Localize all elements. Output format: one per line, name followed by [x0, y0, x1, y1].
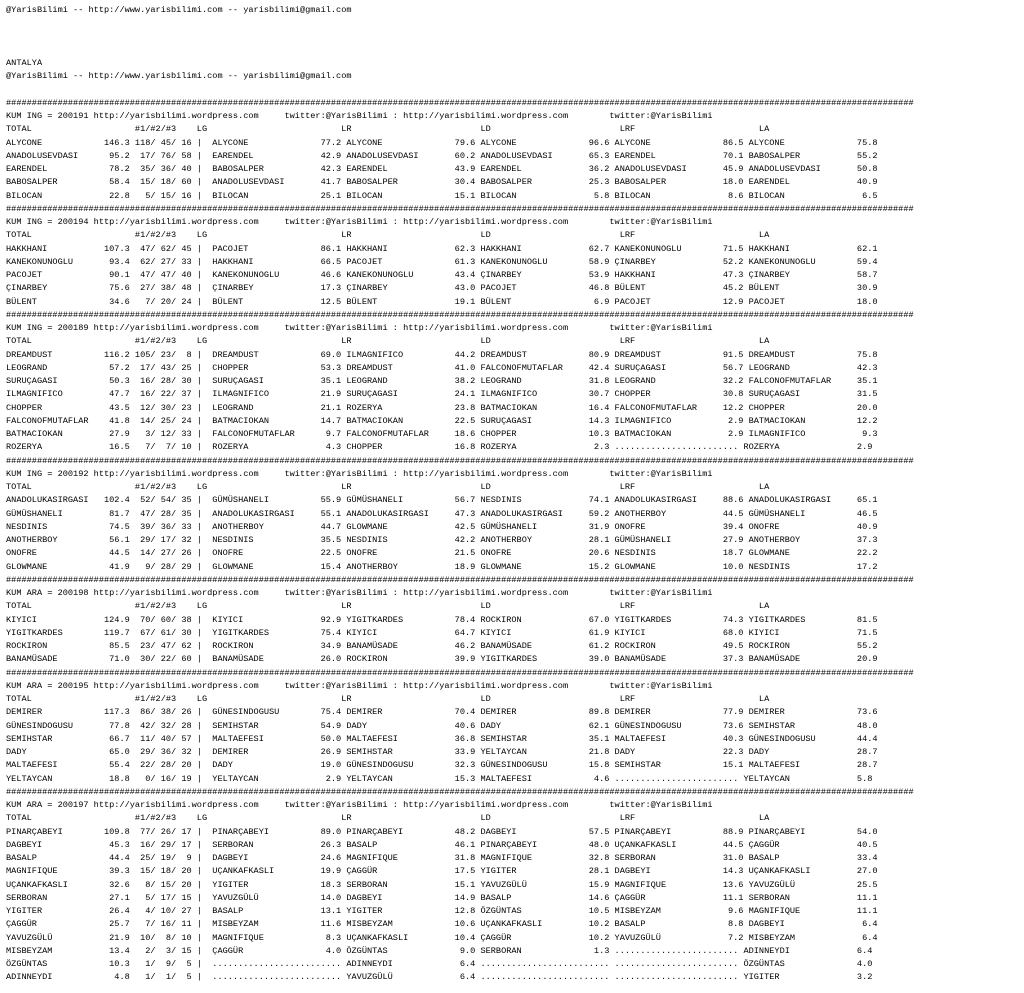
- column-header-line: TOTAL #1/#2/#3 LG LR LD LRF LA: [6, 482, 770, 492]
- horse-row: MALTAEFESI 55.4 22/ 28/ 20 | DADY 19.0 GÜNESINDOGUSU 32.3 GÜNESINDOGUSU 15.8 SEMIHSTAR 15.1 MALTAEFESI 28.7: [6, 760, 878, 771]
- separator-line: ################################################################################################################################################################################: [6, 309, 914, 320]
- horse-row: ANADOLUSEVDASI 95.2 17/ 76/ 58 | EARENDEL 42.9 ANADOLUSEVDASI 60.2 ANADOLUSEVDASI 65.3 EARENDEL 70.1 BABOSALPER 55.2: [6, 150, 878, 161]
- site-info-line: @YarisBilimi -- http://www.yarisbilimi.com -- yarisbilimi@gmail.com: [6, 71, 352, 82]
- text-line: [6, 44, 914, 57]
- horse-row: ILMAGNIFICO 47.7 16/ 22/ 37 | ILMAGNIFICO 21.9 SURUÇAGASI 24.1 ILMAGNIFICO 30.7 CHOPPER 30.8 SURUÇAGASI 31.5: [6, 389, 878, 400]
- text-line: [6, 31, 914, 44]
- horse-row: BILOCAN 22.8 5/ 15/ 16 | BILOCAN 25.1 BILOCAN 15.1 BILOCAN 5.8 BILOCAN 8.6 BILOCAN 6.5: [6, 190, 878, 201]
- horse-row: BÜLENT 34.6 7/ 20/ 24 | BÜLENT 12.5 BÜLENT 19.1 BÜLENT 6.9 PACOJET 12.9 PACOJET 18.0: [6, 296, 878, 307]
- race-header-line: KUM ING = 200189 http://yarisbilimi.wordpress.com twitter:@YarisBilimi : http://yarisbilimi.wordpress.com twitter:@YarisBilimi: [6, 323, 713, 333]
- horse-row: BABOSALPER 58.4 15/ 18/ 60 | ANADOLUSEVDASI 41.7 BABOSALPER 30.4 BABOSALPER 25.3 BABOSALPER 18.0 EARENDEL 40.9: [6, 177, 878, 188]
- horse-row: ROCKIRON 85.5 23/ 47/ 62 | ROCKIRON 34.9 BANAMÜSADE 46.2 BANAMÜSADE 61.2 ROCKIRON 49.5 ROCKIRON 55.2: [6, 641, 878, 651]
- horse-row: BATMACIOKAN 27.9 3/ 12/ 33 | FALCONOFMUTAFLAR 9.7 FALCONOFMUTAFLAR 18.6 CHOPPER 10.3 BATMACIOKAN 2.9 ILMAGNIFICO 9.3: [6, 429, 878, 439]
- horse-row: ÇINARBEY 75.6 27/ 38/ 48 | ÇINARBEY 17.3 ÇINARBEY 43.0 PACOJET 46.8 BÜLENT 45.2 BÜLENT 30.9: [6, 283, 878, 294]
- text-line: [6, 17, 914, 30]
- horse-row: HAKKHANI 107.3 47/ 62/ 45 | PACOJET 86.1 HAKKHANI 62.3 HAKKHANI 62.7 KANEKONUNOGLU 71.5 HAKKHANI 62.1: [6, 243, 878, 254]
- race-header-line: KUM ARA = 200195 http://yarisbilimi.wordpress.com twitter:@YarisBilimi : http://yarisbilimi.wordpress.com twitter:@YarisBilimi: [6, 680, 713, 691]
- horse-row: ROZERYA 16.5 7/ 7/ 10 | ROZERYA 4.3 CHOPPER 16.8 ROZERYA 2.3 ........................ ROZERYA 2.9: [6, 442, 873, 453]
- horse-row: GÜMÜSHANELI 81.7 47/ 28/ 35 | ANADOLUKASIRGASI 55.1 ANADOLUKASIRGASI 47.3 ANADOLUKASIRGASI 59.2 ANOTHERBOY 44.5 GÜMÜSHANELI 46.5: [6, 508, 878, 519]
- horse-row: MISBEYZAM 13.4 2/ 3/ 15 | ÇAGGÜR 4.0 ÖZGÜNTAS 9.0 SERBORAN 1.3 ........................ ADINNEYDI 6.4: [6, 945, 873, 956]
- column-header-line: TOTAL #1/#2/#3 LG LR LD LRF LA: [6, 694, 770, 704]
- horse-row: GLOWMANE 41.9 9/ 28/ 29 | GLOWMANE 15.4 ANOTHERBOY 18.9 GLOWMANE 15.2 GLOWMANE 10.0 NESDINIS 17.2: [6, 561, 878, 572]
- horse-row: BANAMÜSADE 71.0 30/ 22/ 60 | BANAMÜSADE 26.0 ROCKIRON 39.9 YIGITKARDES 39.0 BANAMÜSADE 37.3 BANAMÜSADE 20.9: [6, 654, 878, 665]
- race-header-line: KUM ING = 200194 http://yarisbilimi.wordpress.com twitter:@YarisBilimi : http://yarisbilimi.wordpress.com twitter:@YarisBilimi: [6, 217, 713, 227]
- race-header-line: KUM ARA = 200198 http://yarisbilimi.wordpress.com twitter:@YarisBilimi : http://yarisbilimi.wordpress.com twitter:@YarisBilimi: [6, 588, 713, 598]
- horse-row: DADY 65.0 29/ 36/ 32 | DEMIRER 26.9 SEMIHSTAR 33.9 YELTAYCAN 21.8 DADY 22.3 DADY 28.7: [6, 747, 878, 757]
- horse-row: DREAMDUST 116.2 105/ 23/ 8 | DREAMDUST 69.0 ILMAGNIFICO 44.2 DREAMDUST 80.9 DREAMDUST 91.5 DREAMDUST 75.8: [6, 349, 878, 360]
- horse-row: ÖZGÜNTAS 10.3 1/ 9/ 5 | ......................... ADINNEYDI 6.4 ......................... ........................ ÖZGÜNTAS 4.0: [6, 959, 873, 969]
- horse-row: SERBORAN 27.1 5/ 17/ 15 | YAVUZGÜLÜ 14.0 DAGBEYI 14.9 BASALP 14.6 ÇAGGÜR 11.1 SERBORAN 11.1: [6, 892, 878, 903]
- separator-line: ################################################################################################################################################################################: [6, 667, 914, 678]
- race-header-line: KUM ARA = 200197 http://yarisbilimi.wordpress.com twitter:@YarisBilimi : http://yarisbilimi.wordpress.com twitter:@YarisBilimi: [6, 800, 713, 810]
- horse-row: YELTAYCAN 18.8 0/ 16/ 19 | YELTAYCAN 2.9 YELTAYCAN 15.3 MALTAEFESI 4.6 ........................ YELTAYCAN 5.8: [6, 773, 873, 784]
- separator-line: ################################################################################################################################################################################: [6, 97, 914, 108]
- horse-row: SURUÇAGASI 50.3 16/ 28/ 30 | SURUÇAGASI 35.1 LEOGRAND 38.2 LEOGRAND 31.8 LEOGRAND 32.2 FALCONOFMUTAFLAR 35.1: [6, 376, 878, 386]
- horse-row: KIYICI 124.9 70/ 60/ 38 | KIYICI 92.9 YIGITKARDES 78.4 ROCKIRON 67.0 YIGITKARDES 74.3 YIGITKARDES 81.5: [6, 614, 878, 625]
- horse-row: UÇANKAFKASLI 32.6 8/ 15/ 20 | YIGITER 18.3 SERBORAN 15.1 YAVUZGÜLÜ 15.9 MAGNIFIQUE 13.6 YAVUZGÜLÜ 25.5: [6, 879, 878, 890]
- horse-row: GÜNESINDOGUSU 77.8 42/ 32/ 28 | SEMIHSTAR 54.9 DADY 40.6 DADY 62.1 GÜNESINDOGUSU 73.6 SEMIHSTAR 48.0: [6, 720, 878, 731]
- race-header-line: KUM ING = 200191 http://yarisbilimi.wordpress.com twitter:@YarisBilimi : http://yarisbilimi.wordpress.com twitter:@YarisBilimi: [6, 111, 713, 121]
- results-document: [6, 4, 914, 985]
- column-header-line: TOTAL #1/#2/#3 LG LR LD LRF LA: [6, 230, 770, 241]
- horse-row: EARENDEL 78.2 35/ 36/ 40 | BABOSALPER 42.3 EARENDEL 43.9 EARENDEL 36.2 ANADOLUSEVDASI 45.9 ANADOLUSEVDASI 50.8: [6, 164, 878, 174]
- separator-line: ################################################################################################################################################################################: [6, 203, 914, 214]
- horse-row: MAGNIFIQUE 39.3 15/ 18/ 20 | UÇANKAFKASLI 19.9 ÇAGGÜR 17.5 YIGITER 28.1 DAGBEYI 14.3 UÇANKAFKASLI 27.0: [6, 866, 878, 877]
- race-header-line: KUM ING = 200192 http://yarisbilimi.wordpress.com twitter:@YarisBilimi : http://yarisbilimi.wordpress.com twitter:@YarisBilimi: [6, 468, 713, 479]
- separator-line: ################################################################################################################################################################################: [6, 786, 914, 797]
- horse-row: DAGBEYI 45.3 16/ 29/ 17 | SERBORAN 26.3 BASALP 46.1 PINARÇABEYI 48.0 UÇANKAFKASLI 44.5 ÇAGGÜR 40.5: [6, 839, 878, 850]
- horse-row: NESDINIS 74.5 39/ 36/ 33 | ANOTHERBOY 44.7 GLOWMANE 42.5 GÜMÜSHANELI 31.9 ONOFRE 39.4 ONOFRE 40.9: [6, 521, 878, 532]
- horse-row: FALCONOFMUTAFLAR 41.8 14/ 25/ 24 | BATMACIOKAN 14.7 BATMACIOKAN 22.5 SURUÇAGASI 14.3 ILMAGNIFICO 2.9 BATMACIOKAN 12.2: [6, 415, 878, 426]
- horse-row: KANEKONUNOGLU 93.4 62/ 27/ 33 | HAKKHANI 66.5 PACOJET 61.3 KANEKONUNOGLU 58.9 ÇINARBEY 52.2 KANEKONUNOGLU 59.4: [6, 256, 878, 267]
- horse-row: ÇAGGÜR 25.7 7/ 16/ 11 | MISBEYZAM 11.6 MISBEYZAM 10.6 UÇANKAFKASLI 10.2 BASALP 8.8 DAGBEYI 6.4: [6, 919, 878, 930]
- horse-row: ALYCONE 146.3 118/ 45/ 16 | ALYCONE 77.2 ALYCONE 79.6 ALYCONE 96.6 ALYCONE 86.5 ALYCONE 75.8: [6, 137, 878, 148]
- column-header-line: TOTAL #1/#2/#3 LG LR LD LRF LA: [6, 336, 770, 347]
- horse-row: ADINNEYDI 4.8 1/ 1/ 5 | ......................... YAVUZGÜLÜ 6.4 ......................... ........................ YIGITER 3.2: [6, 972, 873, 983]
- horse-row: ANADOLUKASIRGASI 102.4 52/ 54/ 35 | GÜMÜSHANELI 55.9 GÜMÜSHANELI 56.7 NESDINIS 74.1 ANADOLUKASIRGASI 88.6 ANADOLUKASIRGASI 65.1: [6, 495, 878, 506]
- text-line: [6, 84, 914, 97]
- column-header-line: TOTAL #1/#2/#3 LG LR LD LRF LA: [6, 601, 770, 612]
- horse-row: ANOTHERBOY 56.1 29/ 17/ 32 | NESDINIS 35.5 NESDINIS 42.2 ANOTHERBOY 28.1 GÜMÜSHANELI 27.9 ANOTHERBOY 37.3: [6, 535, 878, 545]
- horse-row: BASALP 44.4 25/ 19/ 9 | DAGBEYI 24.6 MAGNIFIQUE 31.8 MAGNIFIQUE 32.8 SERBORAN 31.0 BASALP 33.4: [6, 853, 878, 863]
- separator-line: ################################################################################################################################################################################: [6, 455, 914, 466]
- horse-row: PINARÇABEYI 109.8 77/ 26/ 17 | PINARÇABEYI 89.0 PINARÇABEYI 48.2 DAGBEYI 57.5 PINARÇABEYI 88.9 PINARÇABEYI 54.0: [6, 826, 878, 837]
- horse-row: DEMIRER 117.3 86/ 38/ 26 | GÜNESINDOGUSU 75.4 DEMIRER 70.4 DEMIRER 89.8 DEMIRER 77.9 DEMIRER 73.6: [6, 707, 878, 718]
- horse-row: YAVUZGÜLÜ 21.9 10/ 8/ 10 | MAGNIFIQUE 8.3 UÇANKAFKASLI 10.4 ÇAGGÜR 10.2 YAVUZGÜLÜ 7.2 MISBEYZAM 6.4: [6, 932, 878, 943]
- column-header-line: TOTAL #1/#2/#3 LG LR LD LRF LA: [6, 813, 770, 824]
- horse-row: LEOGRAND 57.2 17/ 43/ 25 | CHOPPER 53.3 DREAMDUST 41.0 FALCONOFMUTAFLAR 42.4 SURUÇAGASI 56.7 LEOGRAND 42.3: [6, 362, 878, 373]
- city-title: ANTALYA: [6, 58, 43, 68]
- horse-row: PACOJET 90.1 47/ 47/ 40 | KANEKONUNOGLU 46.6 KANEKONUNOGLU 43.4 ÇINARBEY 53.9 HAKKHANI 47.3 ÇINARBEY 58.7: [6, 270, 878, 280]
- horse-row: SEMIHSTAR 66.7 11/ 40/ 57 | MALTAEFESI 50.0 MALTAEFESI 36.8 SEMIHSTAR 35.1 MALTAEFESI 40.3 GÜNESINDOGUSU 44.4: [6, 733, 878, 744]
- horse-row: YIGITKARDES 119.7 67/ 61/ 30 | YIGITKARDES 75.4 KIYICI 64.7 KIYICI 61.9 KIYICI 68.0 KIYICI 71.5: [6, 627, 878, 638]
- separator-line: ################################################################################################################################################################################: [6, 574, 914, 585]
- horse-row: ONOFRE 44.5 14/ 27/ 26 | ONOFRE 22.5 ONOFRE 21.5 ONOFRE 20.6 NESDINIS 18.7 GLOWMANE 22.2: [6, 548, 878, 559]
- horse-row: CHOPPER 43.5 12/ 30/ 23 | LEOGRAND 21.1 ROZERYA 23.8 BATMACIOKAN 16.4 FALCONOFMUTAFLAR 12.2 CHOPPER 20.0: [6, 402, 878, 413]
- horse-row: YIGITER 26.4 4/ 10/ 27 | BASALP 13.1 YIGITER 12.8 ÖZGÜNTAS 10.5 MISBEYZAM 9.6 MAGNIFIQUE 11.1: [6, 906, 878, 916]
- column-header-line: TOTAL #1/#2/#3 LG LR LD LRF LA: [6, 124, 770, 135]
- site-info-line: @YarisBilimi -- http://www.yarisbilimi.com -- yarisbilimi@gmail.com: [6, 5, 352, 15]
